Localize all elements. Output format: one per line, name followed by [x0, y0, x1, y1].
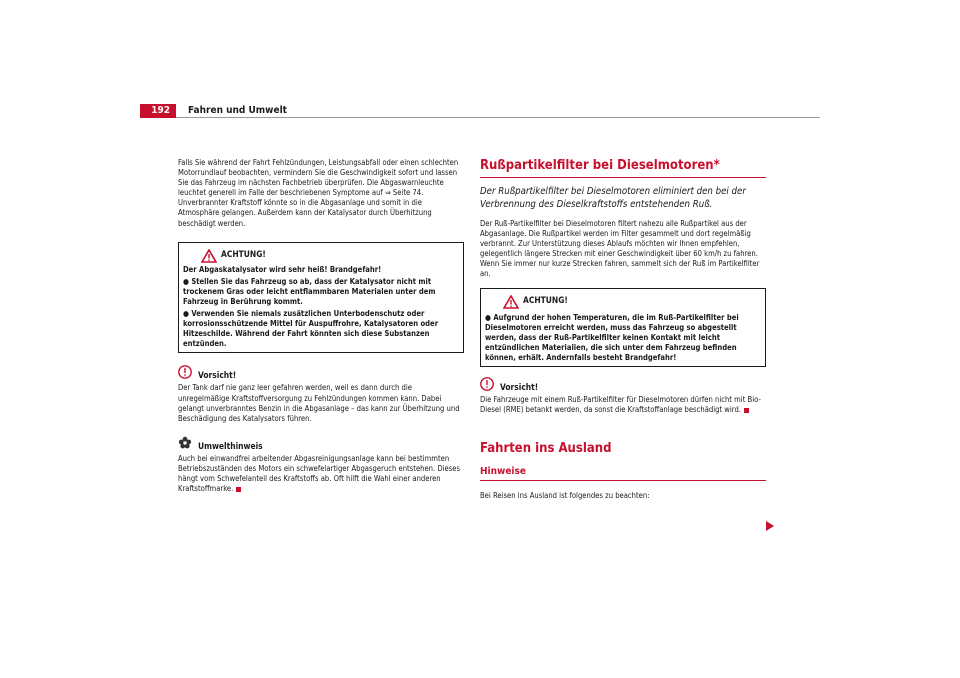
section-subtitle: Der Rußpartikelfilter bei Dieselmotoren eliminiert den bei der Verbrennung des Dieselkraftstoffs entstehenden Ruß. [480, 186, 746, 210]
dpf-warning-box [480, 288, 766, 367]
section-title-abroad: Fahrten ins Ausland [480, 441, 612, 457]
dpf-warning-bullet-text: Aufgrund der hohen Temperaturen, die im Ruß-Partikelfilter bei Dieselmotoren erreicht werden, muss das Fahrzeug so abgestellt werden, dass der Ruß-Partikelfilter keinen Kontakt mit leicht entzündlichen Materialien, die sich unter dem Fahrzeug befinden können, erhält. Andernfalls besteht Brandgefahr! [485, 312, 739, 362]
dpf-caution-text [480, 395, 766, 415]
dpf-warning-header [485, 289, 761, 311]
caution-title: Vorsicht! [198, 370, 237, 381]
warning-triangle-icon [503, 295, 519, 309]
environment-note [178, 436, 464, 494]
continue-arrow-icon [766, 521, 774, 531]
caution-header [178, 365, 464, 383]
environment-text-body: Auch bei einwandfrei arbeitender Abgasreinigungsanlage kann bei bestimmten Betriebszuständen des Motors ein schwefelartiger Abgasgeruch entstehen. Dieses hängt vom Schwefelanteil des Kraftstoffs ab. Oft hilft die Wahl einer anderen Kraftstoffmarke. [178, 453, 461, 494]
sub-heading-divider [480, 480, 766, 481]
dpf-warning-title: ACHTUNG! [523, 294, 568, 305]
dpf-warning-bullet: ● Aufgrund der hohen Temperaturen, die im Ruß-Partikelfilter bei Dieselmotoren erreicht werden, muss das Fahrzeug so abgestellt werden, dass der Ruß-Partikelfilter keinen Kontakt mit leicht entzündlichen Materialien, die sich unter dem Fahrzeug befinden können, erhält. Andernfalls besteht Brandgefahr! [485, 312, 739, 362]
page-number: 192 [140, 104, 176, 118]
warning-bullet-1: ● Stellen Sie das Fahrzeug so ab, dass der Katalysator nicht mit trockenem Gras oder leicht entflammbaren Materialen unter dem Fahrzeug in Berührung kommt. [183, 276, 436, 306]
section-end-marker [744, 408, 749, 413]
warning-bullet-2: ● Verwenden Sie niemals zusätzlichen Unterbodenschutz oder korrosionsschützende Mittel für Auspuffrohre, Katalysatoren oder Hitzeschilde. Während der Fahrt könnten sich diese Substanzen entzünden. [183, 309, 439, 349]
warning-bullet-1-text: Stellen Sie das Fahrzeug so ab, dass der Katalysator nicht mit trockenem Gras oder leicht entflammbaren Materialen unter dem Fahrzeug in Berührung kommt. [183, 276, 436, 306]
section-end-marker [236, 487, 241, 492]
environment-text [178, 454, 464, 494]
dpf-heading [480, 158, 766, 178]
warning-lead: Der Abgaskatalysator wird sehr heiß! Brandgefahr! [183, 264, 382, 274]
section-title-dpf: Rußpartikelfilter bei Dieselmotoren* [480, 158, 720, 173]
hinweise-heading [480, 465, 766, 481]
abroad-intro: Bei Reisen ins Ausland ist folgendes zu beachten: [480, 491, 650, 501]
dpf-body: Der Ruß-Partikelfilter bei Dieselmotoren filtert nahezu alle Rußpartikel aus der Abgasanlage. Die Rußpartikel werden im Filter gesammelt und dort regelmäßig verbrannt. Zur Unterstützung dieses Ablaufs möchten wir Ihnen empfehlen, gelegentlich längere Strecken mit einer Geschwindigkeit über 60 km/h zu fahren. Wenn Sie immer nur kurze Strecken fahren, sammelt sich der Ruß im Partikelfilter an. [480, 219, 760, 279]
dpf-caution-text-body: Die Fahrzeuge mit einem Ruß-Partikelfilter für Dieselmotoren dürfen nicht mit Bio-Diesel (RME) betankt werden, da sonst die Kraftstoffanlage beschädigt wird. [480, 395, 761, 415]
right-column [480, 158, 766, 501]
warning-bullet-2-text: Verwenden Sie niemals zusätzlichen Unterbodenschutz oder korrosionsschützende Mittel für Auspuffrohre, Katalysatoren oder Hitzeschilde. Während der Fahrt könnten sich diese Substanzen entzünden. [183, 309, 439, 349]
left-column [178, 158, 464, 494]
page-header [140, 104, 820, 118]
dpf-caution-title: Vorsicht! [500, 382, 539, 393]
chapter-title: Fahren und Umwelt [188, 105, 287, 116]
warning-header [183, 243, 459, 265]
flower-icon [178, 436, 192, 450]
section-divider [480, 177, 766, 178]
dpf-caution-note [480, 377, 766, 415]
caution-note [178, 365, 464, 423]
warning-box [178, 242, 464, 354]
warning-triangle-icon [201, 249, 217, 263]
dpf-caution-header [480, 377, 766, 395]
exclamation-circle-icon [480, 377, 494, 391]
exclamation-circle-icon [178, 365, 192, 379]
sub-heading-hinweise: Hinweise [480, 466, 526, 478]
intro-paragraph: Falls Sie während der Fahrt Fehlzündungen, Leistungsabfall oder einen schlechten Motorrundlauf beobachten, vermindern Sie die Geschwindigkeit sofort und lassen Sie das Fahrzeug im nächsten Fachbetrieb überprüfen. Die Abgaswarnleuchte leuchtet generell im Falle der beschriebenen Symptome auf ⇒ Seite 74. Unverbrannter Kraftstoff könnte so in die Abgasanlage und somit in die Atmosphäre gelangen. Außerdem kann der Katalysator durch Überhitzung beschädigt werden. [178, 158, 459, 228]
header-divider [176, 117, 820, 118]
environment-title: Umwelthinweis [198, 440, 263, 451]
caution-text: Der Tank darf nie ganz leer gefahren werden, weil es dann durch die unregelmäßige Kraftstoffversorgung zu Fehlzündungen kommen kann. Dabei gelangt unverbranntes Benzin in die Abgasanlage – das kann zur Überhitzung und Beschädigung des Katalysators führen. [178, 383, 460, 423]
warning-title: ACHTUNG! [221, 248, 266, 259]
environment-header [178, 436, 464, 454]
